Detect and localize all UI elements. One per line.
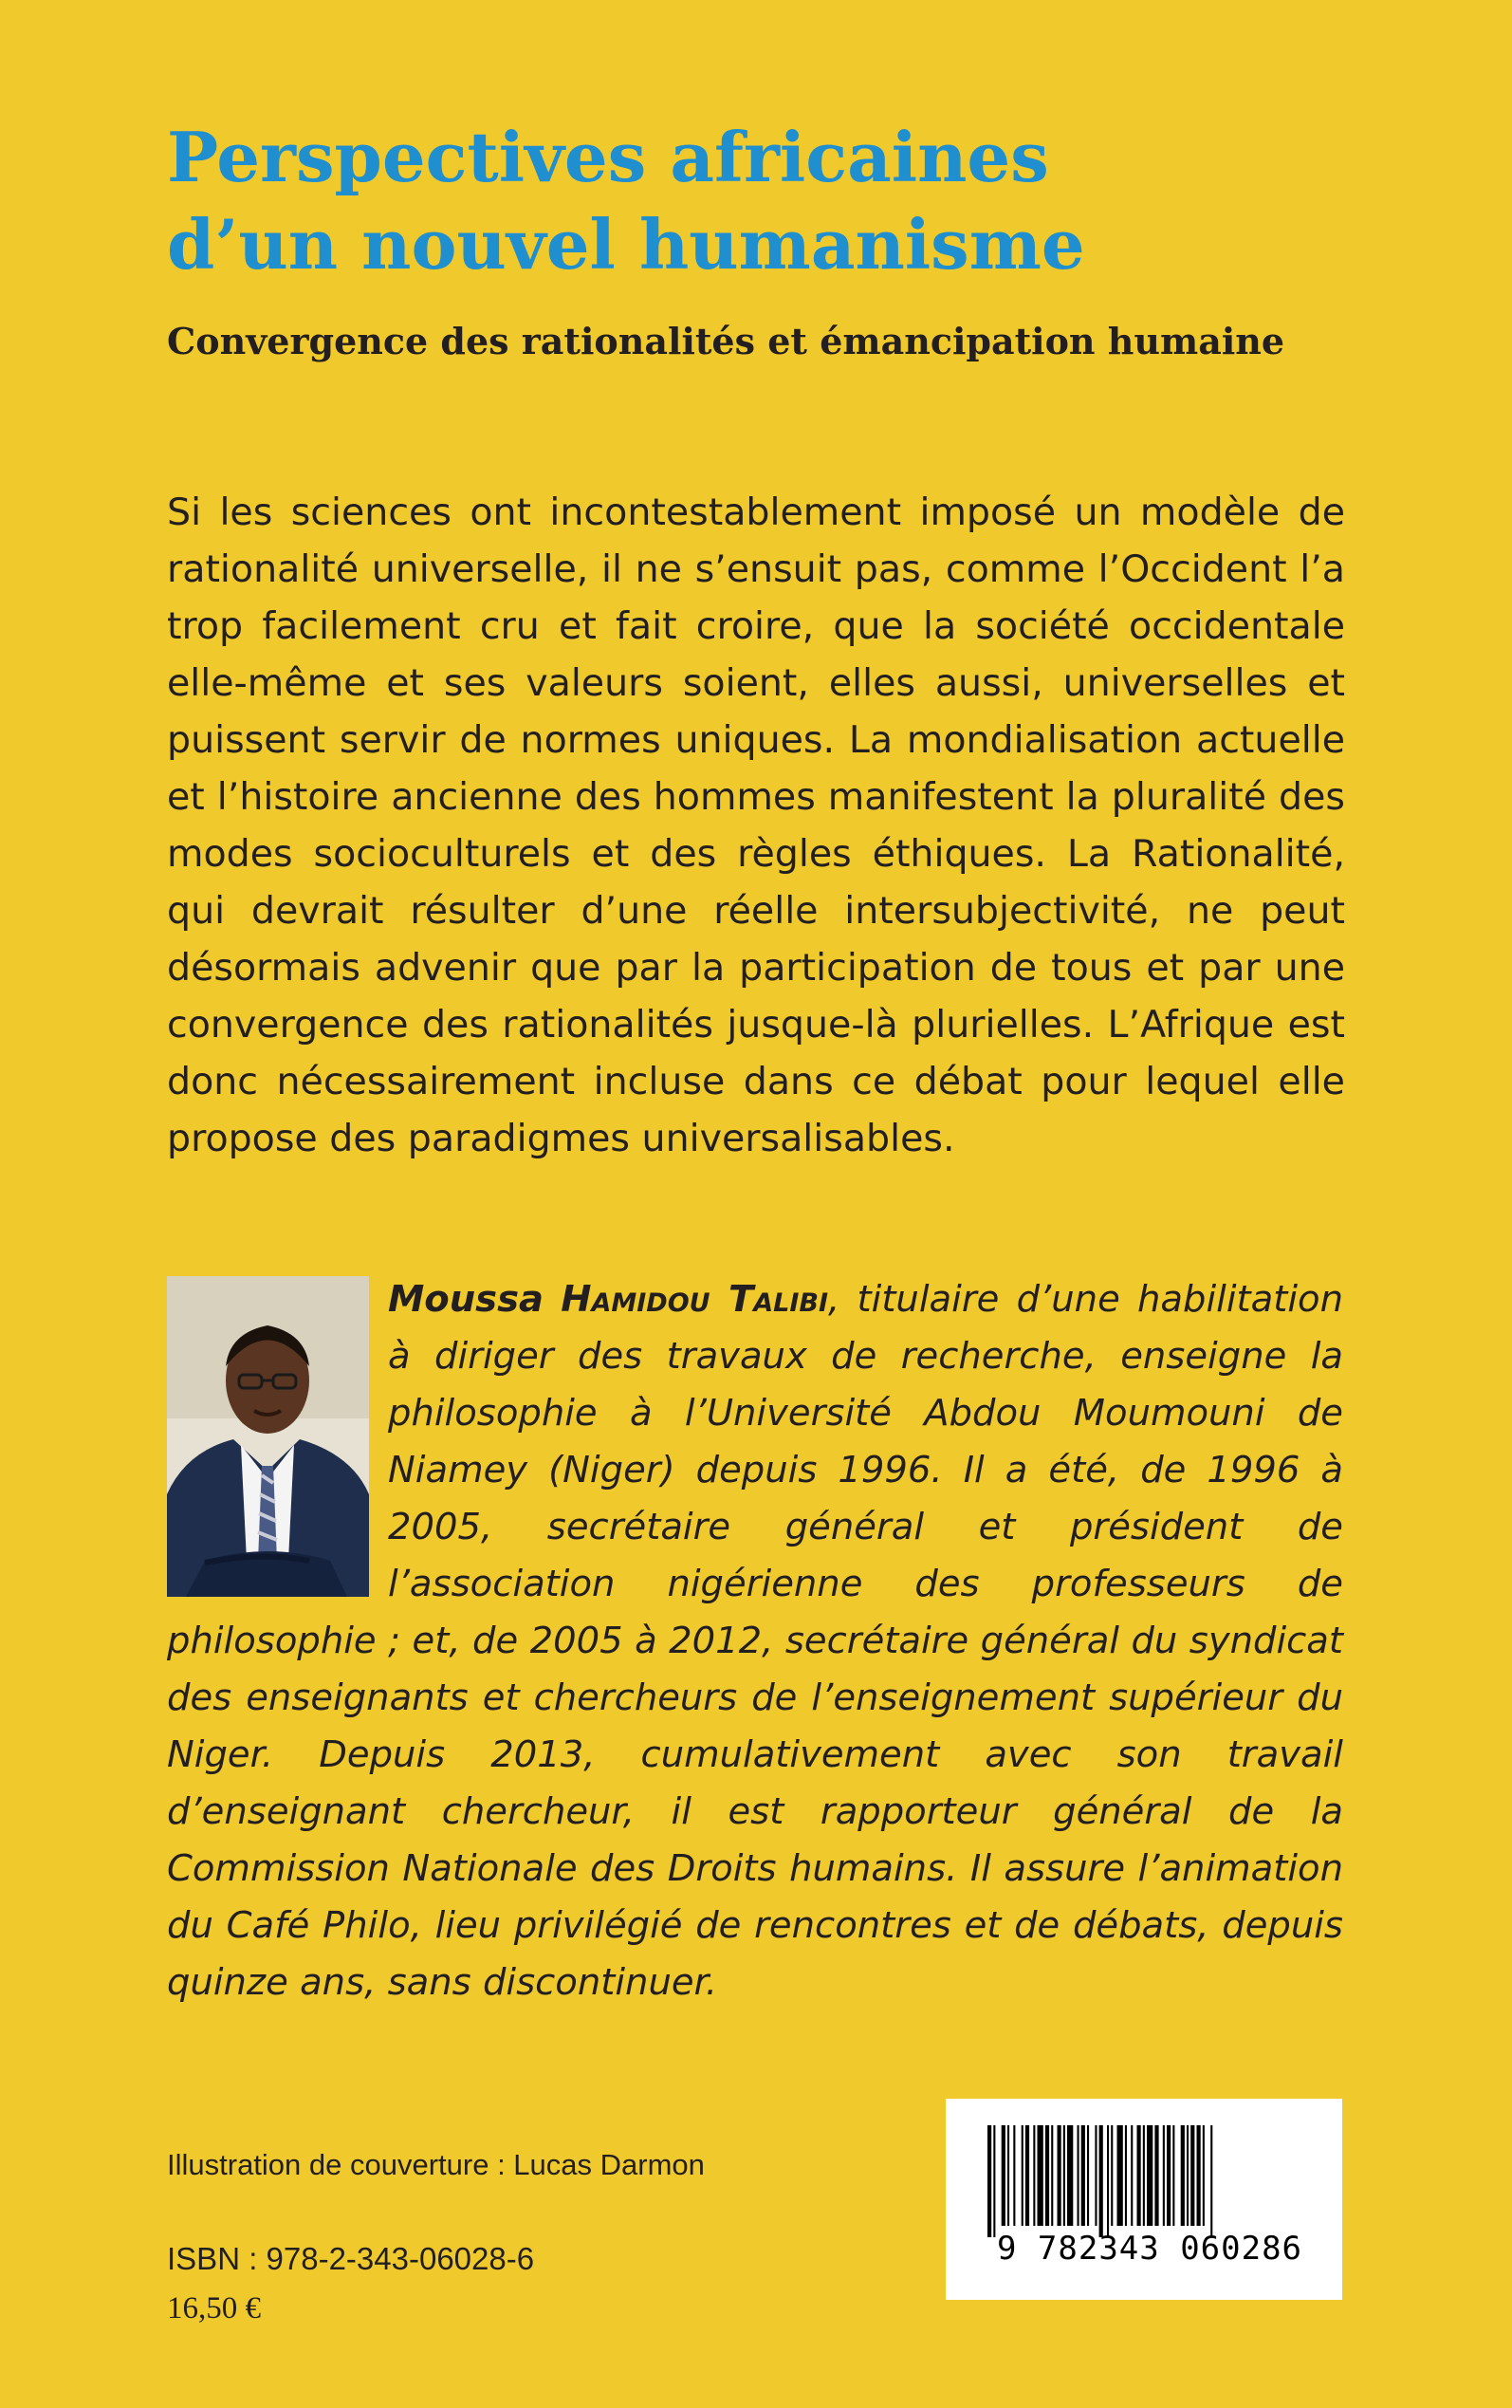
barcode-bar bbox=[1087, 2125, 1089, 2226]
barcode-bar bbox=[987, 2125, 991, 2237]
barcode-bar bbox=[1154, 2125, 1158, 2226]
barcode-bar bbox=[1167, 2125, 1171, 2226]
barcode-bar bbox=[1045, 2125, 1049, 2226]
barcode-bar bbox=[1197, 2125, 1201, 2226]
author-last-name: Hamidou Talibi bbox=[561, 1278, 829, 1321]
isbn-number: ISBN : 978-2-343-06028-6 bbox=[167, 2241, 535, 2276]
barcode bbox=[946, 2099, 1342, 2300]
barcode-bar bbox=[1137, 2125, 1141, 2226]
book-title-line-1: Perspectives africaines bbox=[167, 117, 1049, 197]
book-title bbox=[167, 114, 1353, 288]
barcode-bar bbox=[1163, 2125, 1165, 2226]
book-subtitle: Convergence des rationalités et émancipation humaine bbox=[167, 320, 1285, 362]
barcode-bar bbox=[1143, 2125, 1145, 2226]
barcode-bar bbox=[1033, 2125, 1035, 2226]
barcode-bar bbox=[1022, 2125, 1023, 2226]
illustration-credit: Illustration de couverture : Lucas Darmon bbox=[167, 2148, 705, 2181]
barcode-bar bbox=[1172, 2125, 1174, 2226]
barcode-bar bbox=[1078, 2125, 1079, 2226]
price-label: 16,50 € bbox=[167, 2291, 261, 2325]
barcode-bar bbox=[1107, 2125, 1109, 2237]
barcode-bar bbox=[1081, 2125, 1085, 2226]
book-summary: Si les sciences ont incontestablement imposé un modèle de rationalité universelle, il ne s’ensuit pas, comme l’Occident l’a trop facilement cru et fait croire, que la société occidentale elle-même et ses valeurs soient, elles aussi, universelles et puissent servir de normes uniques. La mondialisation actuelle et l’histoire ancienne des hommes manifestent la pluralité des modes socioculturels et des règles éthiques. La Rationalité, qui devrait résulter d’une réelle intersubjectivité, ne peut désormais advenir que par la participation de tous et par une convergence des rationalités jusque-là plurielles. L’Afrique est donc nécessairement incluse dans ce débat pour lequel elle propose des paradigmes universalisables. bbox=[167, 491, 1345, 1160]
barcode-bar bbox=[1013, 2125, 1015, 2226]
barcode-bars bbox=[946, 2099, 1342, 2300]
barcode-bar bbox=[1181, 2125, 1185, 2226]
barcode-bar bbox=[1131, 2125, 1133, 2226]
barcode-bar bbox=[1147, 2125, 1152, 2226]
barcode-bar bbox=[1099, 2125, 1103, 2237]
barcode-bar bbox=[1203, 2125, 1205, 2226]
barcode-digits: 9 782343 060286 bbox=[996, 2230, 1303, 2268]
barcode-bar bbox=[1002, 2125, 1005, 2226]
barcode-bar bbox=[1058, 2125, 1061, 2226]
barcode-bar bbox=[1067, 2125, 1073, 2226]
barcode-bar bbox=[1038, 2125, 1043, 2226]
barcode-bar bbox=[1007, 2125, 1009, 2226]
barcode-bar bbox=[1095, 2125, 1097, 2226]
barcode-bar bbox=[1190, 2125, 1194, 2226]
barcode-bar bbox=[1063, 2125, 1065, 2226]
author-bio-text: , titulaire d’une habilitation à diriger des travaux de recherche, enseigne la philosophie à l’Université Abdou Moumouni de Niamey (Niger) depuis 1996. Il a été, de 1996 à 2005, secrétaire général et président de l’association nigérienne des professeurs de philosophie ; et, de 2005 à 2012, secrétaire général du syndicat des enseignants et chercheurs de l’enseignement supérieur du Niger. Depuis 2013, cumulativement avec son travail d’enseignant chercheur, il est rapporteur général de la Commission Nationale des Droits humains. Il assure l’animation du Café Philo, lieu privilégié de rencontres et de débats, depuis quinze ans, sans discontinuer. bbox=[167, 1278, 1343, 2004]
barcode-bar bbox=[1111, 2125, 1113, 2226]
author-biography bbox=[167, 1271, 1343, 2011]
barcode-bar bbox=[1051, 2125, 1053, 2226]
barcode-bar bbox=[1187, 2125, 1189, 2226]
barcode-bar bbox=[1117, 2125, 1123, 2226]
author-first-name: Moussa bbox=[388, 1278, 544, 1321]
barcode-bar bbox=[1210, 2125, 1212, 2237]
barcode-bar bbox=[1025, 2125, 1029, 2226]
photo-wrap-spacer bbox=[167, 1271, 388, 1608]
book-title-line-2: d’un nouvel humanisme bbox=[167, 204, 1085, 285]
barcode-bar bbox=[993, 2125, 995, 2237]
barcode-bar bbox=[1125, 2125, 1127, 2226]
